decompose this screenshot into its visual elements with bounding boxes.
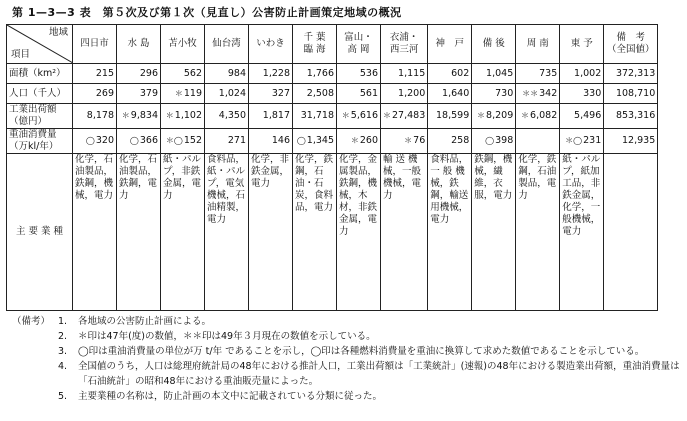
cell-value: 5,496	[574, 110, 602, 121]
table-row	[7, 84, 658, 104]
cell-value: 5,616	[350, 110, 378, 121]
cell-value: 1,115	[398, 67, 426, 79]
cell-value: 1,200	[398, 87, 426, 99]
region-header: 千 葉 臨 海	[293, 25, 337, 64]
cell-value: 1,345	[306, 135, 334, 146]
footnote-mark: ＊	[521, 111, 530, 120]
industry-cell: 紙・パルプ，非鉄金属，電力	[161, 154, 205, 311]
industry-cell: 食料品，一 般 機械，鉄鋼，輸送用機械，電力	[428, 154, 472, 311]
value-cell	[516, 84, 560, 104]
industry-cell: 化学，鉄鋼，石油・石炭，食料品，電力	[293, 154, 337, 311]
cell-value: 366	[139, 135, 158, 146]
cell-value: 379	[139, 87, 158, 99]
value-cell	[516, 129, 560, 154]
value-cell	[560, 104, 604, 129]
header-row	[7, 25, 658, 64]
value-cell	[381, 129, 428, 154]
notes-label	[12, 329, 58, 344]
note-number: 4.	[58, 361, 68, 372]
cell-value: 76	[413, 135, 426, 146]
cell-value: 1,102	[174, 110, 202, 121]
value-cell	[428, 129, 472, 154]
cell-value: 561	[359, 87, 378, 99]
cell-value: 562	[183, 67, 202, 79]
value-cell	[205, 64, 249, 84]
table-row	[7, 129, 658, 154]
industry-cell: 鉄鋼，機械，繊維，衣服，電力	[472, 154, 516, 311]
value-cell	[428, 104, 472, 129]
region-header: 備 後	[472, 25, 516, 64]
value-cell	[249, 129, 293, 154]
value-cell	[205, 84, 249, 104]
value-cell	[293, 129, 337, 154]
region-header: 富山・ 高 岡	[337, 25, 381, 64]
value-cell	[249, 64, 293, 84]
value-cell	[117, 129, 161, 154]
note-text: 全国値のうち，人口は総理府統計局の48年における推計人口，工業出荷額は「工業統計」(速報)の48年における製造業出荷額，重油消費量は「石油統計」の昭和48年における重油販売量によった。	[78, 361, 680, 387]
value-cell	[381, 84, 428, 104]
footnote-mark: ＊	[477, 111, 486, 120]
cell-value: 330	[583, 87, 602, 99]
cell-value: 327	[271, 87, 290, 99]
value-cell	[161, 104, 205, 129]
industry-cell: 輸 送 機械，一般機械，電力	[381, 154, 428, 311]
cell-value: 372,313	[615, 67, 656, 79]
region-header: 仙台湾	[205, 25, 249, 64]
note-number: 1.	[58, 316, 68, 327]
cell-value: 9,834	[130, 110, 158, 121]
value-cell	[381, 64, 428, 84]
region-header: いわき	[249, 25, 293, 64]
footnote-mark: ＊	[174, 88, 183, 98]
value-cell	[472, 84, 516, 104]
value-cell	[560, 64, 604, 84]
row-label: 主 要 業 種	[7, 154, 73, 311]
cell-value: 1,024	[218, 87, 246, 99]
cell-value: 260	[359, 135, 378, 146]
region-header: 周 南	[516, 25, 560, 64]
value-cell	[117, 84, 161, 104]
note-text: ◯印は重油消費量の単位が万 t/年 であることを示し，◯印は各種燃料消費量を重油に換算して求めた数値であることを示している。	[78, 346, 645, 357]
cell-value: 4,350	[218, 110, 246, 121]
footnote-mark: ＊	[165, 111, 174, 120]
footnote-mark: ◯	[129, 136, 139, 145]
region-header: 東 予	[560, 25, 604, 64]
industry-cell: 化学，非鉄金属，電力	[249, 154, 293, 311]
value-cell	[337, 129, 381, 154]
table-row	[7, 104, 658, 129]
footnote-mark: ＊	[383, 111, 391, 120]
note-item	[12, 389, 684, 404]
cell-value: 730	[495, 87, 514, 99]
value-cell	[161, 129, 205, 154]
industry-cell: 化学，金属製品，鉄鋼，機械，木材，非鉄金属，電力	[337, 154, 381, 311]
footnote-mark: ◯	[85, 136, 95, 145]
cell-value: 269	[95, 87, 114, 99]
cell-value: 8,209	[486, 110, 514, 121]
note-number: 5.	[58, 391, 68, 402]
footnote-mark: ◯	[296, 136, 306, 145]
cell-value: 984	[227, 67, 246, 79]
cell-value: 2,508	[306, 87, 334, 99]
note-number: 3.	[58, 346, 68, 357]
cell-value: 1,817	[262, 110, 290, 121]
cell-value: 602	[451, 67, 470, 79]
cell-value: 6,082	[530, 110, 558, 121]
row-label: 面積（km²）	[7, 64, 73, 84]
note-item	[12, 344, 684, 359]
footnote-mark: ＊	[341, 111, 350, 120]
cell-value: 853,316	[615, 110, 656, 121]
value-cell	[337, 104, 381, 129]
footnote-mark: ＊	[350, 136, 359, 145]
value-cell	[73, 129, 117, 154]
footnote-mark: ◯	[485, 136, 495, 145]
row-label: 工業出荷額 （億円）	[7, 104, 73, 129]
cell-value: 1,002	[574, 67, 602, 79]
footnote-mark: ＊◯	[565, 136, 583, 145]
notes	[12, 314, 684, 404]
value-cell	[472, 104, 516, 129]
cell-value: 18,599	[436, 110, 470, 121]
value-cell	[293, 104, 337, 129]
footnote-mark: ＊◯	[165, 136, 183, 145]
industry-cell: 化学，鉄鋼，石油製品，電力	[516, 154, 560, 311]
cell-value: 146	[271, 135, 290, 146]
value-cell	[117, 64, 161, 84]
cell-value: 320	[95, 135, 114, 146]
cell-value: 8,178	[86, 110, 114, 121]
value-cell	[516, 104, 560, 129]
cell-value: 271	[227, 135, 246, 146]
corner-cell	[7, 25, 73, 64]
footnote-mark: ＊	[121, 111, 130, 120]
value-cell	[560, 129, 604, 154]
value-cell	[73, 84, 117, 104]
value-cell	[428, 84, 472, 104]
region-header: 水 島	[117, 25, 161, 64]
cell-value: 296	[139, 67, 158, 79]
footnote-mark: ＊＊	[522, 88, 539, 98]
value-cell	[472, 129, 516, 154]
region-header: 衣浦・ 西三河	[381, 25, 428, 64]
note-text: ＊印は47年(度)の数値，＊＊印は49年３月現在の数値を示している。	[78, 331, 376, 342]
region-header: 神 戸	[428, 25, 472, 64]
value-cell	[73, 64, 117, 84]
value-cell	[249, 104, 293, 129]
value-cell	[249, 84, 293, 104]
value-cell	[381, 104, 428, 129]
table-row	[7, 64, 658, 84]
note-item	[12, 329, 684, 344]
row-label: 人口（千人）	[7, 84, 73, 104]
value-cell	[604, 64, 658, 84]
cell-value: 31,718	[300, 110, 334, 121]
cell-value: 231	[583, 135, 602, 146]
cell-value: 536	[359, 67, 378, 79]
value-cell	[205, 129, 249, 154]
industries-row	[7, 154, 658, 311]
value-cell	[117, 104, 161, 129]
notes-label	[12, 344, 58, 359]
cell-value: 27,483	[392, 110, 426, 121]
cell-value: 398	[495, 135, 514, 146]
value-cell	[428, 64, 472, 84]
row-label: 重油消費量 （万kl/年）	[7, 129, 73, 154]
corner-item-label: 項目	[11, 49, 31, 60]
cell-value: 258	[451, 135, 470, 146]
value-cell	[337, 64, 381, 84]
value-cell	[516, 64, 560, 84]
value-cell	[604, 129, 658, 154]
value-cell	[604, 84, 658, 104]
cell-value: 1,766	[306, 67, 334, 79]
value-cell	[73, 104, 117, 129]
value-cell	[161, 64, 205, 84]
note-text: 主要業種の名称は，防止計画の本文中に記載されている分類に従った。	[78, 391, 383, 402]
cell-value: 735	[539, 67, 558, 79]
cell-value: 1,640	[442, 87, 470, 99]
cell-value: 108,710	[615, 87, 656, 99]
industry-cell: 食料品，紙・パルプ，電気機械，石油精製，電力	[205, 154, 249, 311]
regions-table	[6, 24, 658, 311]
region-header: 四日市	[73, 25, 117, 64]
note-number: 2.	[58, 331, 68, 342]
value-cell	[604, 104, 658, 129]
table-title: 第 1—3—3 表 第５次及び第１次（見直し）公害防止計画策定地域の概況	[12, 6, 402, 19]
value-cell	[560, 84, 604, 104]
value-cell	[205, 104, 249, 129]
industry-cell: 化学，石油製品，鉄鋼，機械，電力	[73, 154, 117, 311]
value-cell	[161, 84, 205, 104]
value-cell	[472, 64, 516, 84]
value-cell	[337, 84, 381, 104]
notes-label: （備考）	[12, 316, 51, 327]
cell-value: 215	[95, 67, 114, 79]
notes-label	[12, 389, 58, 404]
notes-label	[12, 359, 58, 389]
industry-cell	[604, 154, 658, 311]
corner-region-label: 地域	[48, 27, 68, 38]
note-text: 各地域の公害防止計画による。	[78, 316, 212, 327]
cell-value: 1,045	[486, 67, 514, 79]
region-header: 苫小牧	[161, 25, 205, 64]
cell-value: 1,228	[262, 67, 290, 79]
note-item	[12, 359, 684, 389]
region-header: 備 考 （全国値）	[604, 25, 658, 64]
industry-cell: 化学，石油製品，鉄鋼，電力	[117, 154, 161, 311]
value-cell	[293, 84, 337, 104]
cell-value: 119	[183, 87, 202, 99]
note-item	[12, 314, 684, 329]
footnote-mark: ＊	[404, 136, 413, 145]
cell-value: 342	[539, 87, 558, 99]
industry-cell: 紙・パルプ，紙加工品，非鉄金属，化学，一般機械，電力	[560, 154, 604, 311]
cell-value: 12,935	[622, 135, 656, 146]
value-cell	[293, 64, 337, 84]
cell-value: 152	[183, 135, 202, 146]
